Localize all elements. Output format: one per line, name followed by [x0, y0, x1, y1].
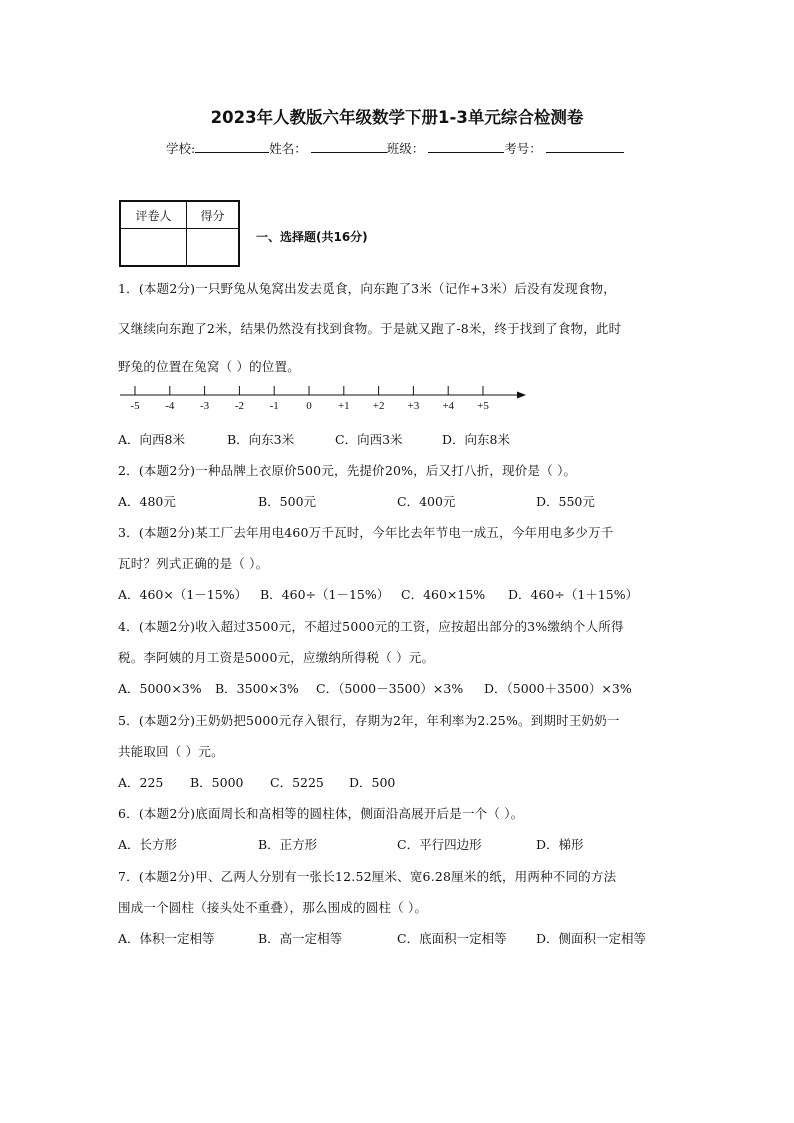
grader-score-table [119, 200, 240, 267]
q5-option-a[interactable]: A．225 [118, 775, 164, 790]
q2-option-a[interactable]: A．480元 [118, 494, 176, 509]
number-line-tick-label: +3 [407, 400, 420, 412]
q3-option-a[interactable]: A．460×（1－15%） [118, 587, 248, 602]
student-info-row [166, 139, 624, 157]
class-label: 班级： [386, 141, 425, 156]
class-blank[interactable] [428, 139, 504, 153]
q7-option-c[interactable]: C．底面积一定相等 [397, 931, 507, 946]
q2-line-1: 2．(本题2分)一种品牌上衣原价500元，先提价20%，后又打八折，现价是（ ）。 [118, 463, 577, 478]
q6-option-c[interactable]: C．平行四边形 [397, 837, 482, 852]
school-label: 学校: [166, 141, 196, 156]
q3-option-c[interactable]: C．460×15% [401, 587, 486, 602]
q7-option-b[interactable]: B．高一定相等 [258, 931, 343, 946]
number-line-arrow [517, 392, 526, 399]
q4-option-d[interactable]: D．（5000＋3500）×3% [484, 681, 632, 696]
q4-line-1: 4．(本题2分)收入超过3500元，不超过5000元的工资，应按超出部分的3%缴纳个人所得 [118, 619, 624, 634]
q4-option-b[interactable]: B．3500×3% [215, 681, 299, 696]
q5-line-2: 共能取回（ ）元。 [118, 744, 224, 759]
q2-option-b[interactable]: B．500元 [258, 494, 317, 509]
number-line-tick-label: -2 [234, 400, 244, 412]
number-line-tick-label: -4 [165, 400, 175, 412]
q1-line-2: 又继续向东跑了2米，结果仍然没有找到食物。于是就又跑了-8米，终于找到了食物，此时 [118, 321, 622, 336]
q1-option-d[interactable]: D．向东8米 [442, 432, 510, 447]
q4-line-2: 税。李阿姨的月工资是5000元，应缴纳所得税（ ）元。 [118, 650, 435, 665]
q4-option-c[interactable]: C．（5000－3500）×3% [316, 681, 464, 696]
q6-option-d[interactable]: D．梯形 [536, 837, 584, 852]
score-header: 得分 [187, 201, 240, 229]
number-line-tick-label: +1 [337, 400, 350, 412]
q3-option-b[interactable]: B．460÷（1－15%） [260, 587, 390, 602]
number-line-tick-label: +5 [477, 400, 489, 412]
number-line-tick-label: 0 [306, 400, 312, 412]
number-label: 考号： [504, 141, 542, 156]
q7-option-a[interactable]: A．体积一定相等 [118, 931, 215, 946]
q1-option-c[interactable]: C．向西3米 [335, 432, 403, 447]
q5-option-d[interactable]: D．500 [349, 775, 396, 790]
q3-line-2: 瓦时？列式正确的是（ ）。 [118, 556, 269, 571]
number-line-tick-label: -5 [130, 400, 140, 412]
q2-option-d[interactable]: D．550元 [536, 494, 595, 509]
page-title: 2023年人教版六年级数学下册1-3单元综合检测卷 [210, 108, 584, 127]
grader-header: 评卷人 [120, 201, 187, 229]
grader-cell[interactable] [120, 229, 187, 267]
q5-option-c[interactable]: C．5225 [270, 775, 324, 790]
number-blank[interactable] [546, 139, 624, 153]
section-heading: 一、选择题(共16分) [256, 230, 368, 244]
score-cell[interactable] [187, 229, 240, 267]
q5-option-b[interactable]: B．5000 [190, 775, 244, 790]
q7-option-d[interactable]: D．侧面积一定相等 [536, 931, 647, 946]
q2-option-c[interactable]: C．400元 [397, 494, 456, 509]
q6-option-b[interactable]: B．正方形 [258, 837, 318, 852]
q6-option-a[interactable]: A．长方形 [118, 837, 178, 852]
q5-line-1: 5．(本题2分)王奶奶把5000元存入银行，存期为2年，年利率为2.25%。到期时王奶奶一 [118, 713, 620, 728]
q7-line-1: 7．(本题2分)甲、乙两人分别有一张长12.52厘米、宽6.28厘米的纸，用两种不同的方法 [118, 869, 617, 884]
number-line-tick-label: +2 [372, 400, 385, 412]
q7-line-2: 围成一个圆柱（接头处不重叠），那么围成的圆柱（ ）。 [118, 900, 428, 915]
q3-line-1: 3．(本题2分)某工厂去年用电460万千瓦时，今年比去年节电一成五，今年用电多少万千 [118, 525, 614, 540]
name-label: 姓名： [269, 141, 307, 156]
number-line-tick-label: +4 [442, 400, 455, 412]
q1-line-1: 1．(本题2分)一只野兔从兔窝出发去觅食，向东跑了3米（记作+3米）后没有发现食物， [118, 281, 616, 296]
q3-option-d[interactable]: D．460÷（1＋15%） [508, 587, 639, 602]
q4-option-a[interactable]: A．5000×3% [118, 681, 202, 696]
school-blank[interactable] [195, 139, 269, 153]
number-line-tick-label: -3 [200, 400, 210, 412]
number-line [118, 383, 538, 413]
q1-option-a[interactable]: A．向西8米 [118, 432, 185, 447]
q1-option-b[interactable]: B．向东3米 [227, 432, 295, 447]
name-blank[interactable] [311, 139, 387, 153]
q6-line-1: 6．(本题2分)底面周长和高相等的圆柱体，侧面沿高展开后是一个（ ）。 [118, 806, 524, 821]
number-line-tick-label: -1 [269, 400, 279, 412]
q1-line-3: 野兔的位置在兔窝（ ）的位置。 [118, 359, 300, 374]
